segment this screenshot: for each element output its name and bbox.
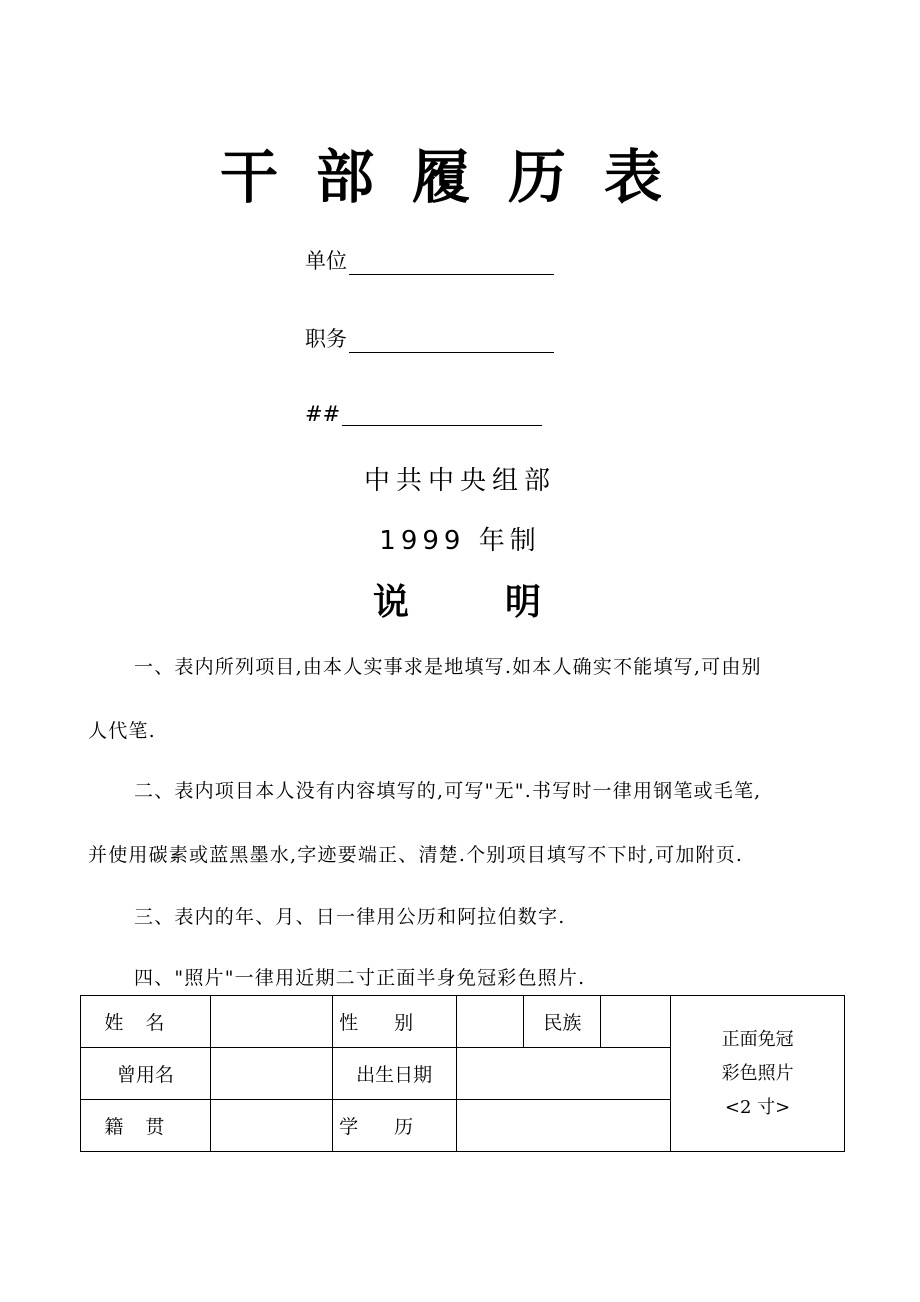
position-field bbox=[305, 323, 554, 353]
unit-label: 单位 bbox=[305, 249, 347, 273]
birth-date-value-cell[interactable] bbox=[456, 1048, 671, 1100]
photo-caption-line-3: <2 寸> bbox=[724, 1096, 791, 1118]
former-name-label: 曾用名 bbox=[81, 1048, 211, 1100]
instruction-2-line-1: 二、表内项目本人没有内容填写的,可写"无".书写时一律用钢笔或毛笔, bbox=[134, 780, 762, 802]
ethnicity-value-cell[interactable] bbox=[601, 996, 671, 1048]
name-value-cell[interactable] bbox=[210, 996, 332, 1048]
hash-label: ## bbox=[305, 402, 341, 426]
unit-blank-line[interactable] bbox=[349, 254, 554, 275]
instruction-4: 四、"照片"一律用近期二寸正面半身免冠彩色照片. bbox=[134, 967, 586, 989]
photo-caption-line-1: 正面免冠 bbox=[721, 1028, 794, 1050]
former-name-value-cell[interactable] bbox=[210, 1048, 332, 1100]
instruction-1-line-2: 人代笔. bbox=[88, 720, 156, 742]
birth-date-label: 出生日期 bbox=[332, 1048, 456, 1100]
name-label: 姓名 bbox=[81, 996, 211, 1048]
instruction-1-line-1: 一、表内所列项目,由本人实事求是地填写.如本人确实不能填写,可由别 bbox=[134, 656, 762, 678]
gender-label: 性别 bbox=[332, 996, 456, 1048]
gender-value-cell[interactable] bbox=[456, 996, 524, 1048]
form-title: 干部履历表 bbox=[219, 143, 700, 211]
education-label: 学历 bbox=[332, 1100, 456, 1152]
photo-caption-line-2: 彩色照片 bbox=[721, 1062, 794, 1084]
personal-info-table bbox=[80, 995, 845, 1152]
year-made: 1999 年制 bbox=[379, 526, 541, 556]
heading-left: 说 bbox=[372, 582, 415, 623]
native-place-label: 籍贯 bbox=[81, 1100, 211, 1152]
position-label: 职务 bbox=[305, 327, 347, 351]
hash-blank-line[interactable] bbox=[342, 405, 542, 426]
photo-box[interactable] bbox=[671, 996, 845, 1152]
instruction-3: 三、表内的年、月、日一律用公历和阿拉伯数字. bbox=[134, 906, 566, 928]
ethnicity-label: 民族 bbox=[524, 996, 601, 1048]
unit-field bbox=[305, 245, 554, 275]
position-blank-line[interactable] bbox=[349, 332, 554, 353]
hash-field bbox=[305, 402, 542, 426]
heading-right: 明 bbox=[505, 582, 548, 623]
issuer: 中共中央组部 bbox=[363, 466, 556, 496]
education-value-cell[interactable] bbox=[456, 1100, 671, 1152]
instruction-2-line-2: 并使用碳素或蓝黑墨水,字迹要端正、清楚.个别项目填写不下时,可加附页. bbox=[88, 844, 744, 866]
native-place-value-cell[interactable] bbox=[210, 1100, 332, 1152]
instructions-heading bbox=[0, 574, 920, 625]
